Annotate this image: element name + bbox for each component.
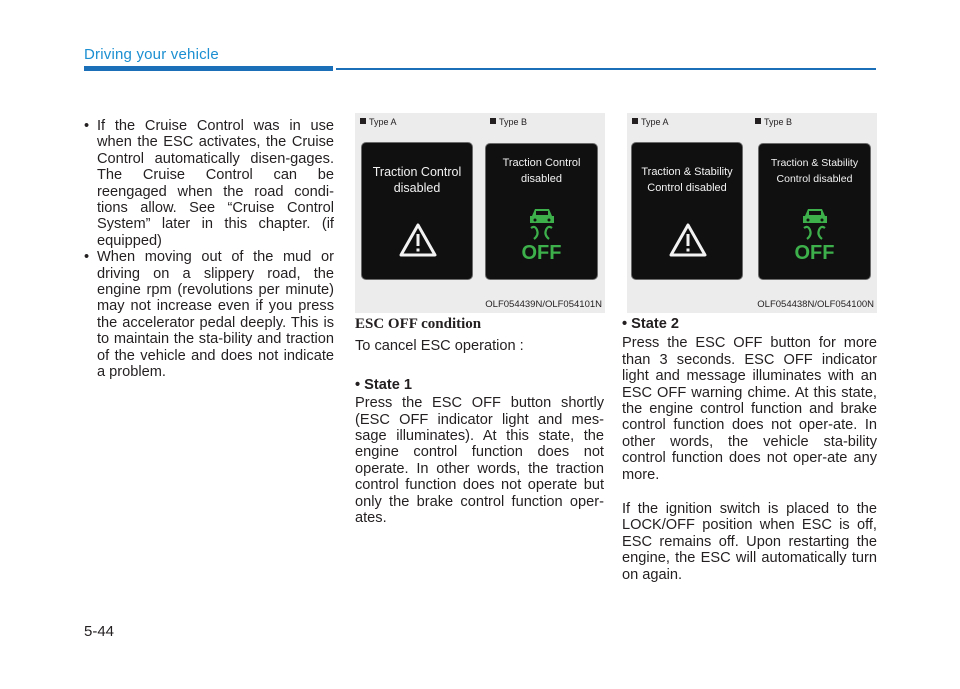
figure2-panel-a-line2: Control disabled <box>647 182 727 194</box>
figure2-panel-type-a <box>631 142 743 280</box>
left-column <box>84 118 334 381</box>
figure2-panel-b-line2: Control disabled <box>776 173 853 185</box>
warning-triangle-icon <box>669 223 707 257</box>
right-column <box>622 316 877 583</box>
square-bullet-icon <box>755 118 761 124</box>
figure1-code: OLF054439N/OLF054101N <box>485 299 602 310</box>
intro-text: To cancel ESC operation : <box>355 338 524 355</box>
figure1-type-b-label: Type B <box>490 117 527 127</box>
bullet-cruise-control: • If the Cruise Control was in use when the ESC activates, the Cruise Control automatically disen-gages. The Cruise Control can be reengaged when the road condi-tions allow. See “Cruise Control System” later in this chapter. (if equipped) <box>84 118 334 249</box>
square-bullet-icon <box>632 118 638 124</box>
state2-title: • State 2 <box>622 316 680 332</box>
state1-body: Press the ESC OFF button shortly (ESC OFF indicator light and mes-sage illuminates). At this state, the engine control function does not operate. In other words, the traction control function does not operate but only the brake control function oper-ates. <box>355 395 604 527</box>
figure2-code: OLF054438N/OLF054100N <box>757 299 874 310</box>
ignition-note: If the ignition switch is placed to the LOCK/OFF position when ESC is off, ESC remains off. Upon restarting the engine, the ESC will automatically turn on again. <box>622 501 877 583</box>
state1-title: • State 1 <box>355 376 413 393</box>
header-rule-thick <box>84 66 333 71</box>
state2-body: Press the ESC OFF button for more than 3 seconds. ESC OFF indicator light and message illuminates with an ESC OFF warning chime. At this state, the engine control function and brake control function does not oper-ate. In other words, the vehicle sta-bility control function does not oper-ate any more. <box>622 335 877 483</box>
page-number: 5-44 <box>84 623 115 640</box>
left-bullet-list <box>84 118 334 381</box>
figure1-panel-b-line2: disabled <box>521 173 562 185</box>
header-rule-thin <box>336 68 876 70</box>
figure2-panel-b-line1: Traction & Stability <box>770 157 859 169</box>
esc-off-car-icon <box>523 204 561 244</box>
subheading-esc-off-condition: ESC OFF condition <box>355 316 482 332</box>
figure2-panel-a-line1: Traction & Stability <box>641 166 733 178</box>
figure2-off-text: OFF <box>794 242 835 264</box>
figure1-panel-a-line1: Traction Control <box>372 165 462 179</box>
figure1-panel-type-b <box>485 143 598 280</box>
figure1-panel-type-a <box>361 142 473 280</box>
middle-column <box>355 316 604 526</box>
figure1-panel-a-line2: disabled <box>393 181 441 195</box>
square-bullet-icon <box>490 118 496 124</box>
square-bullet-icon <box>360 118 366 124</box>
figure1-type-a-label: Type A <box>360 117 397 127</box>
figure2-type-a-label: Type A <box>632 117 669 127</box>
figure1-off-text: OFF <box>521 242 562 264</box>
section-header-title: Driving your vehicle <box>84 46 219 63</box>
figure-traction-stability-disabled <box>627 113 877 313</box>
esc-off-car-icon <box>796 204 834 244</box>
figure1-panel-b-line1: Traction Control <box>502 157 581 169</box>
figure2-panel-type-b <box>758 143 871 280</box>
bullet-mud-slippery-road: • When moving out of the mud or driving on a slippery road, the engine rpm (revolutions per minute) may not increase even if you press the accelerator pedal deeply. This is to maintain the sta-bility and traction of the vehicle and does not indicate a problem. <box>84 249 334 380</box>
figure2-type-b-label: Type B <box>755 117 792 127</box>
warning-triangle-icon <box>399 223 437 257</box>
figure-traction-control-disabled <box>355 113 605 313</box>
